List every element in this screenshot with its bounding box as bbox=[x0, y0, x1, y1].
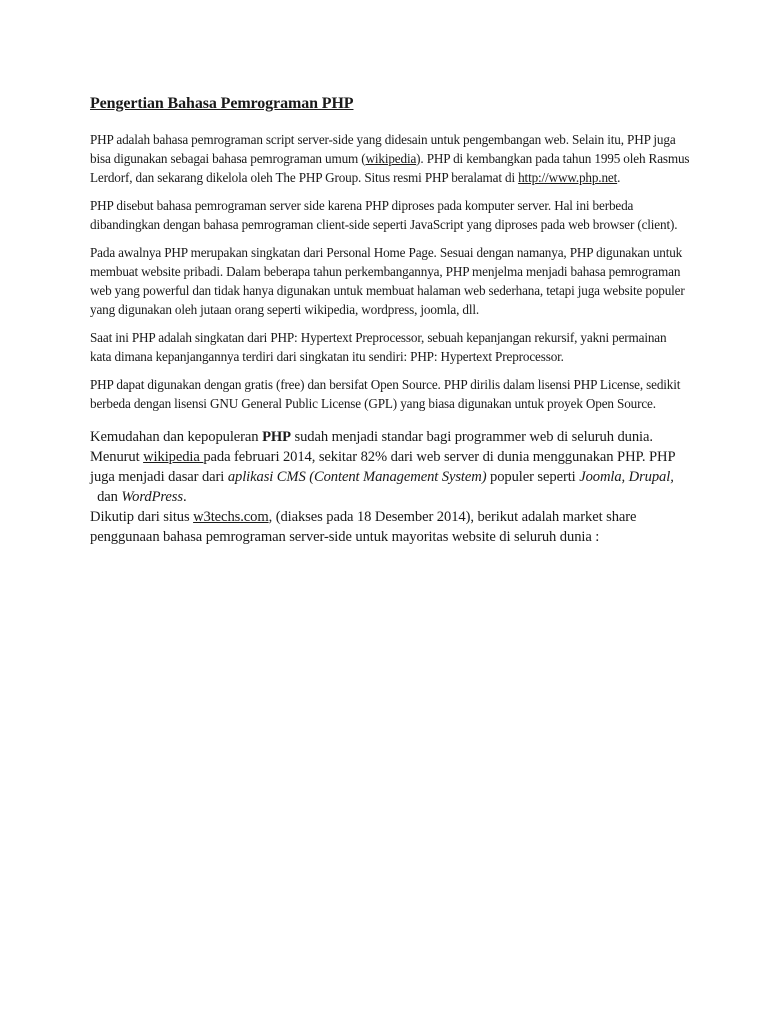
paragraph-intro bbox=[90, 130, 690, 187]
italic-wordpress: WordPress bbox=[121, 489, 183, 505]
paragraph-history: Pada awalnya PHP merupakan singkatan dari Personal Home Page. Sesuai dengan namanya, PHP digunakan untuk membuat website pribadi. Dalam beberapa tahun perkembangannya, PHP menjelma menjadi bahasa pemrograman web yang powerful dan tidak hanya digunakan untuk membuat halaman web sederhana, tetapi juga website populer yang digunakan oleh jutaan orang seperti wikipedia, wordpress, joomla, dll. bbox=[90, 245, 685, 317]
page-title: Pengertian Bahasa Pemrograman PHP bbox=[90, 95, 354, 112]
w3techs-link[interactable]: w3techs.com bbox=[193, 509, 269, 525]
text-span: . bbox=[617, 170, 621, 185]
text-span: pada februari 2014, sekitar 82% dari web server di dunia menggunakan PHP. PHP juga menjadi dasar dari bbox=[90, 449, 675, 485]
text-span: PHP adalah bahasa pemrograman script server-side yang didesain untuk pengembangan web. Selain itu, PHP juga bisa digunakan sebagai bahasa pemrograman umum ( bbox=[90, 132, 676, 166]
paragraph-market-share bbox=[90, 507, 690, 547]
text-span: Dikutip dari situs bbox=[90, 509, 194, 525]
text-span: Kemudahan dan kepopuleran bbox=[90, 429, 263, 445]
paragraph-acronym: Saat ini PHP adalah singkatan dari PHP: Hypertext Preprocessor, sebuah kepanjangan rekursif, yakni permainan kata dimana kepanjangannya terdiri dari singkatan itu sendiri: PHP: Hypertext Preprocessor. bbox=[90, 330, 667, 364]
text-span: dan bbox=[90, 489, 122, 505]
italic-cms: aplikasi CMS (Content Management System) bbox=[227, 469, 487, 485]
text-span: , (diakses pada 18 Desember 2014), berikut adalah market share penggunaan bahasa pemrograman server-side untuk mayoritas website di seluruh dunia : bbox=[90, 509, 637, 545]
text-span: populer seperti bbox=[486, 469, 580, 485]
italic-joomla-drupal: Joomla, Drupal, bbox=[579, 469, 674, 485]
text-span: sudah menjadi standar bagi programmer web di seluruh dunia. Menurut bbox=[90, 429, 653, 465]
text-span: . bbox=[182, 489, 187, 505]
wikipedia-link[interactable]: wikipedia bbox=[365, 151, 417, 166]
wikipedia-link-2[interactable]: wikipedia bbox=[143, 449, 204, 465]
document-page bbox=[90, 94, 690, 547]
php-net-link[interactable]: http://www.php.net bbox=[518, 170, 618, 185]
bold-php: PHP bbox=[262, 429, 291, 445]
paragraph-server-side: PHP disebut bahasa pemrograman server side karena PHP diproses pada komputer server. Hal ini berbeda dibandingkan dengan bahasa pemrograman client-side seperti JavaScript yang diproses pada web browser (client). bbox=[90, 198, 678, 232]
paragraph-license: PHP dapat digunakan dengan gratis (free) dan bersifat Open Source. PHP dirilis dalam lisensi PHP License, sedikit berbeda dengan lisensi GNU General Public License (GPL) yang biasa digunakan untuk proyek Open Source. bbox=[90, 377, 681, 411]
text-span: ). PHP di kembangkan pada tahun 1995 oleh Rasmus Lerdorf, dan sekarang dikelola oleh The PHP Group. Situs resmi PHP beralamat di bbox=[90, 151, 690, 185]
paragraph-popularity bbox=[90, 427, 690, 507]
